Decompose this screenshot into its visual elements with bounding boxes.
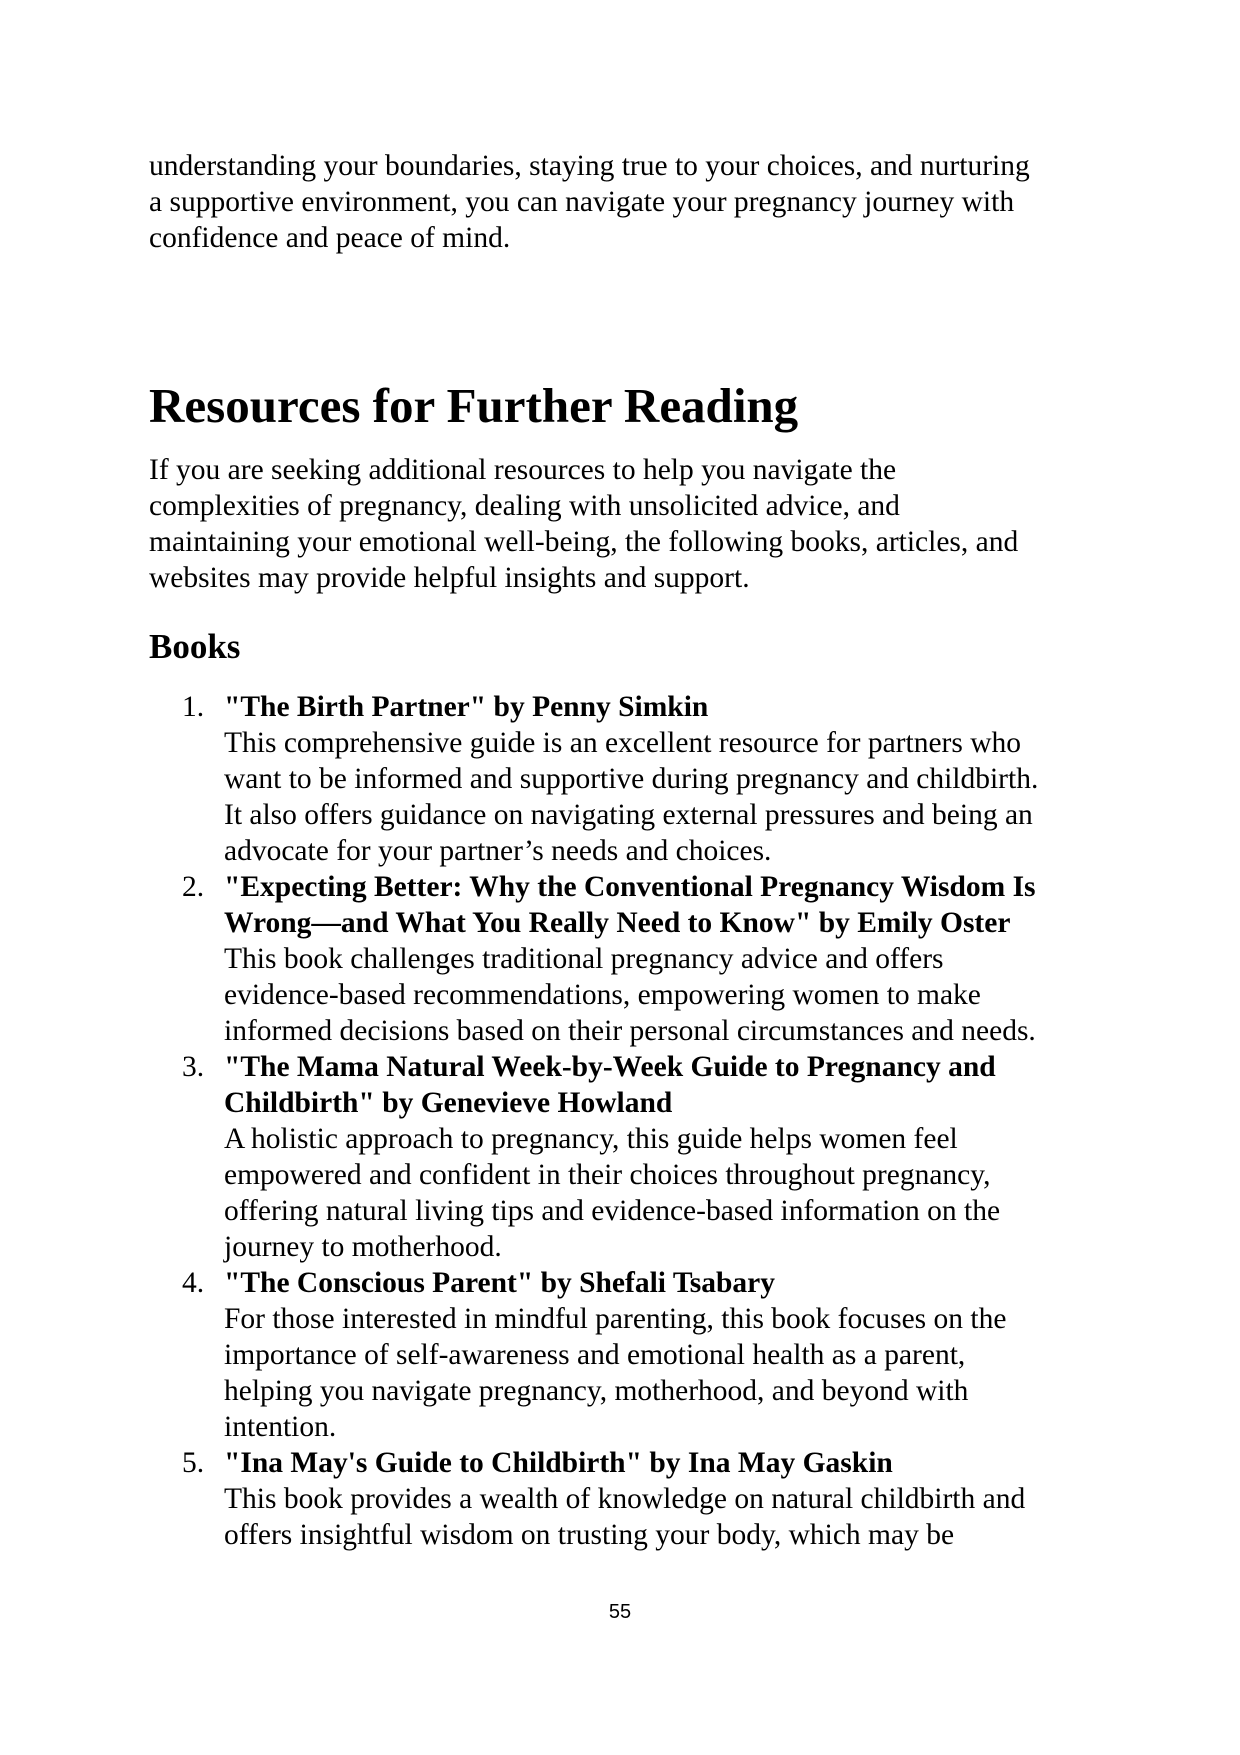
book-title: "The Conscious Parent" by Shefali Tsabary bbox=[224, 1267, 776, 1299]
book-description: A holistic approach to pregnancy, this guide helps women feel empowered and confident in their choices throughout pregnancy, offering natural living tips and evidence-based information on the journey to motherhood. bbox=[224, 1123, 1001, 1263]
intro-paragraph: understanding your boundaries, staying true to your choices, and nurturing a supportive environment, you can navigate your pregnancy journey with confidence and peace of mind. bbox=[149, 150, 1030, 254]
book-description: This book provides a wealth of knowledge on natural childbirth and offers insightful wisdom on trusting your body, which may be bbox=[224, 1483, 1026, 1551]
book-title: "The Birth Partner" by Penny Simkin bbox=[224, 691, 709, 723]
book-list bbox=[149, 689, 1099, 1553]
book-item-5 bbox=[149, 1445, 1099, 1553]
book-number: 1. bbox=[182, 691, 205, 723]
book-description: This book challenges traditional pregnancy advice and offers evidence-based recommendations, empowering women to make informed decisions based on their personal circumstances and needs. bbox=[224, 943, 1036, 1047]
page-content bbox=[149, 148, 1099, 1553]
book-item-1 bbox=[149, 689, 1099, 869]
book-title: "Expecting Better: Why the Conventional Pregnancy Wisdom Is Wrong—and What You Really Need to Know" by Emily Oster bbox=[224, 871, 1036, 939]
book-title: "The Mama Natural Week-by-Week Guide to Pregnancy and Childbirth" by Genevieve Howland bbox=[224, 1051, 996, 1119]
book-description: This comprehensive guide is an excellent resource for partners who want to be informed and supportive during pregnancy and childbirth. It also offers guidance on navigating external pressures and being an advocate for your partner’s needs and choices. bbox=[224, 727, 1039, 867]
page-number: 55 bbox=[608, 1601, 632, 1623]
book-number: 2. bbox=[182, 871, 205, 903]
book-number: 4. bbox=[182, 1267, 205, 1299]
books-heading: Books bbox=[149, 627, 241, 666]
book-item-2 bbox=[149, 869, 1099, 1049]
book-title: "Ina May's Guide to Childbirth" by Ina May Gaskin bbox=[224, 1447, 893, 1479]
book-description: For those interested in mindful parenting, this book focuses on the importance of self-awareness and emotional health as a parent, helping you navigate pregnancy, motherhood, and beyond with intention. bbox=[224, 1303, 1007, 1443]
book-item-4 bbox=[149, 1265, 1099, 1445]
book-number: 3. bbox=[182, 1051, 205, 1083]
book-number: 5. bbox=[182, 1447, 205, 1479]
section-heading: Resources for Further Reading bbox=[149, 378, 799, 433]
section-paragraph: If you are seeking additional resources to help you navigate the complexities of pregnancy, dealing with unsolicited advice, and maintaining your emotional well-being, the following books, articles, and websites may provide helpful insights and support. bbox=[149, 454, 1019, 594]
book-item-3 bbox=[149, 1049, 1099, 1265]
